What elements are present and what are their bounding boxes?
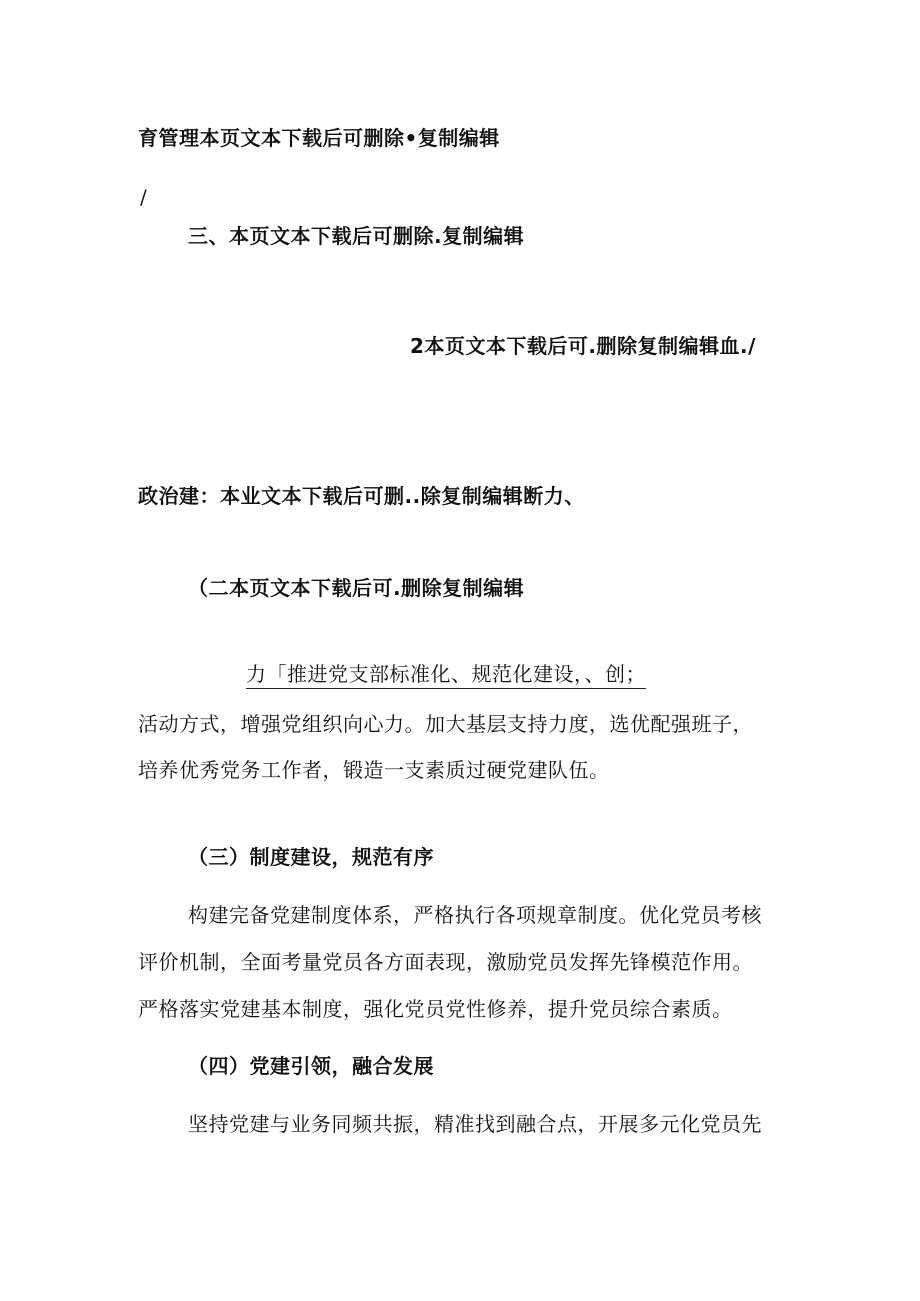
text-line-1: 育管理本页文本下载后可删除•复制编辑: [138, 126, 500, 150]
paragraph-2-line-3: 严格落实党建基本制度，强化党员党性修养，提升党员综合素质。: [138, 997, 733, 1021]
paragraph-3-line-1: 坚持党建与业务同频共振，精准找到融合点，开展多元化党员先: [188, 1112, 762, 1136]
section-heading-four: （四）党建引领，融合发展: [188, 1054, 434, 1078]
text-line-3: 2本页文本下载后可.删除复制编辑血./: [410, 334, 756, 358]
paragraph-2-line-1: 构建完备党建制度体系，严格执行各项规章制度。优化党员考核: [188, 903, 762, 927]
paragraph-1-line-2: 培养优秀党务工作者，锻造一支素质过硬党建队伍。: [138, 758, 610, 782]
paragraph-2-line-2: 评价机制，全面考量党员各方面表现，激励党员发挥先锋模范作用。: [138, 950, 753, 974]
paragraph-1-line-1: 活动方式，增强党组织向心力。加大基层支持力度，选优配强班子，: [138, 712, 753, 736]
underlined-line: [246, 660, 646, 688]
underlined-text: 力「推进党支部标准化、规范化建设，、创；: [246, 662, 646, 689]
sub-heading-two: （二本页文本下载后可.删除复制编辑: [188, 576, 525, 600]
slash-mark: /: [140, 185, 147, 209]
heading-three-placeholder: 三、本页文本下载后可删除.复制编辑: [188, 224, 525, 248]
section-heading-three: （三）制度建设，规范有序: [188, 845, 434, 869]
politics-heading: 政治建：本业文本下载后可删..除复制编辑断力、: [138, 484, 585, 508]
